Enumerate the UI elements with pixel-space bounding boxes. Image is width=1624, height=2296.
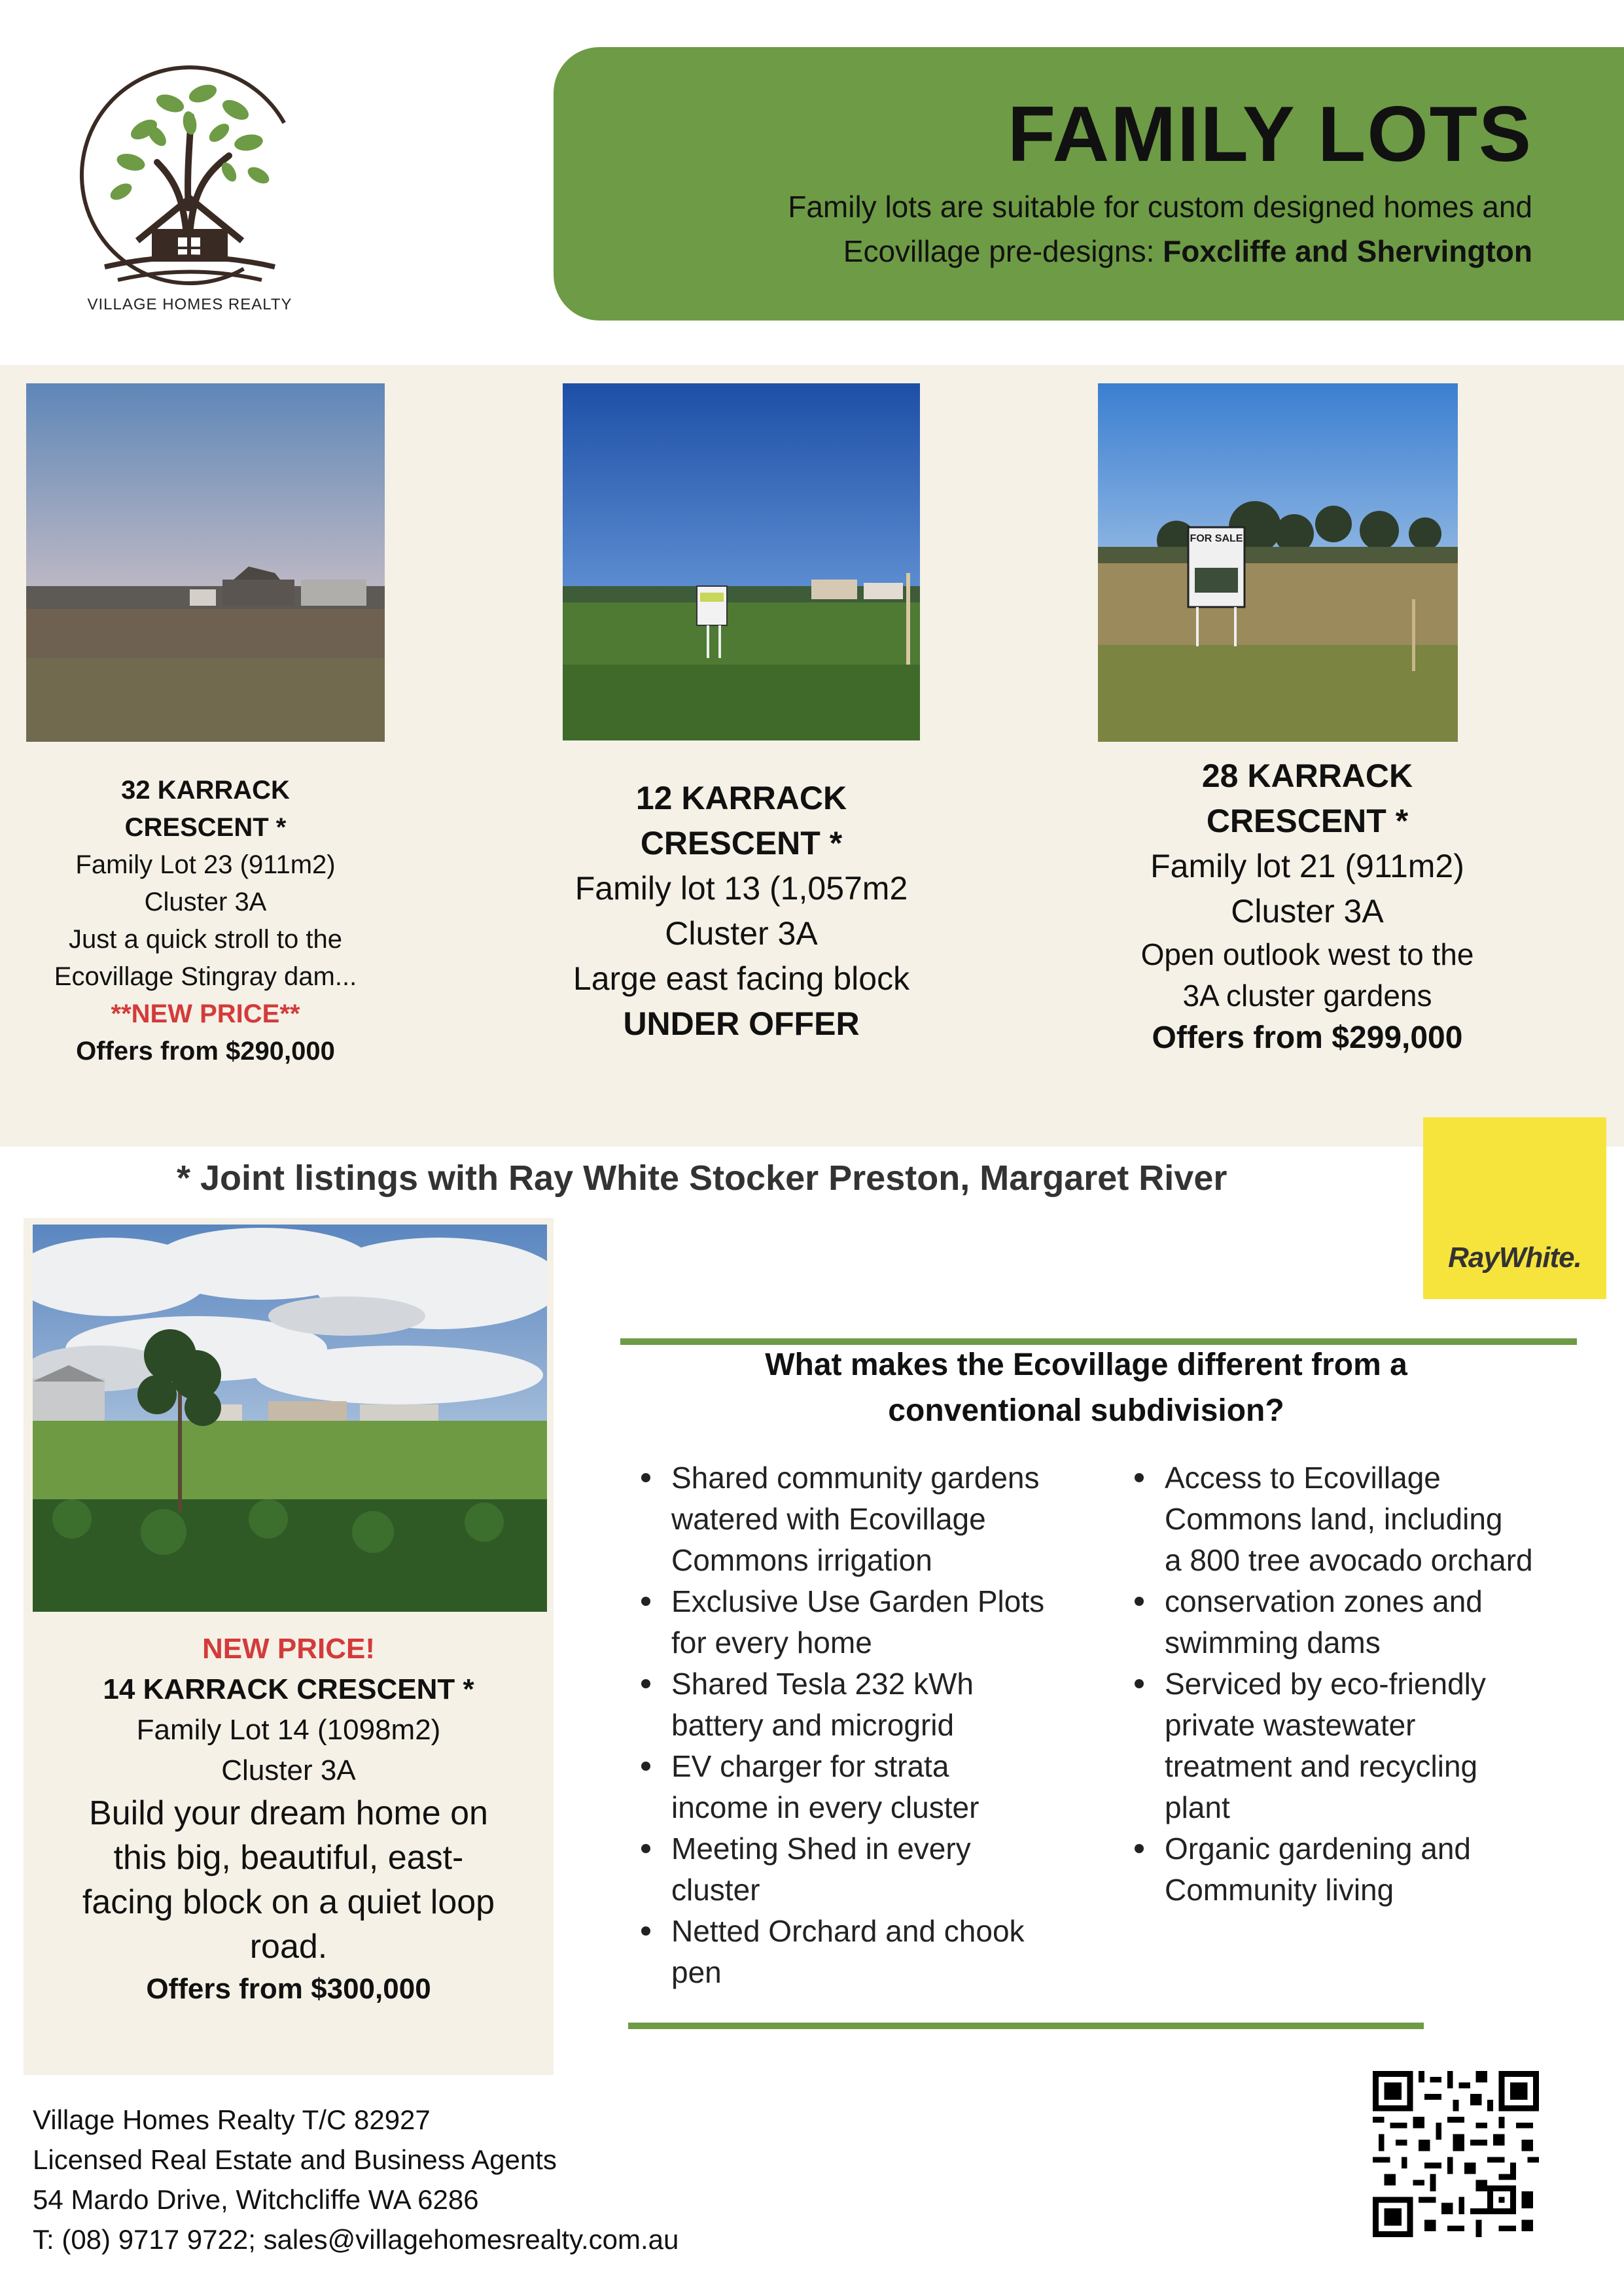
lot-32-title-line1: 32 KARRACK	[121, 776, 290, 805]
lot-14-new-price-badge: NEW PRICE!	[202, 1633, 375, 1665]
lot-28-title-line1: 28 KARRACK	[1201, 757, 1413, 794]
raywhite-logo	[1423, 1117, 1606, 1299]
lot-14-photo	[33, 1225, 547, 1612]
lot-14-desc-line2: this big, beautiful, east-	[113, 1839, 464, 1877]
lot-14-size: Family Lot 14 (1098m2)	[136, 1714, 441, 1746]
lot-12-desc-line1: Large east facing block	[573, 960, 910, 997]
lot-12-size: Family lot 13 (1,057m2	[574, 870, 908, 907]
eco-heading-line1: What makes the Ecovillage different from a	[765, 1348, 1407, 1382]
list-item: Exclusive Use Garden Plots for every home	[635, 1581, 1132, 1663]
lot-32-desc-line2: Ecovillage Stingray dam...	[54, 962, 357, 991]
lot-14-desc-line3: facing block on a quiet loop	[82, 1883, 495, 1921]
lot-12-status: UNDER OFFER	[623, 1005, 860, 1042]
list-item: Access to Ecovillage Commons land, including a 800 tree avocado orchard	[1128, 1457, 1612, 1581]
lot-32-size: Family Lot 23 (911m2)	[75, 850, 336, 879]
lot-28-photo	[1098, 383, 1458, 742]
subtitle-line-1: Family lots are suitable for custom designed homes and	[788, 190, 1532, 224]
agency-contact	[33, 2100, 679, 2259]
list-item: Shared Tesla 232 kWh battery and microgrid	[635, 1663, 1132, 1746]
list-item: EV charger for strata income in every cluster	[635, 1746, 1132, 1828]
lot-12-title-line1: 12 KARRACK	[635, 780, 847, 816]
lot-card-28	[1073, 754, 1542, 1060]
list-item: Organic gardening and Community living	[1128, 1828, 1612, 1911]
lot-28-title-line2: CRESCENT *	[1206, 803, 1409, 839]
eco-bottom-divider	[628, 2023, 1424, 2029]
lot-14-desc-line4: road.	[249, 1928, 328, 1966]
village-homes-logo	[72, 58, 308, 293]
eco-heading-line2: conventional subdivision?	[888, 1393, 1284, 1428]
lot-32-new-price-badge: **NEW PRICE**	[111, 1000, 300, 1028]
list-item: Meeting Shed in every cluster	[635, 1828, 1132, 1911]
lot-card-32	[26, 772, 385, 1070]
lot-28-desc-line2: 3A cluster gardens	[1182, 979, 1432, 1013]
lot-12-photo	[563, 383, 920, 740]
page-title: FAMILY LOTS	[1007, 90, 1532, 178]
lot-28-size: Family lot 21 (911m2)	[1150, 848, 1464, 884]
joint-listing-note: * Joint listings with Ray White Stocker Preston, Margaret River	[177, 1158, 1227, 1198]
lot-12-cluster: Cluster 3A	[665, 915, 818, 952]
lot-32-price: Offers from $290,000	[76, 1037, 335, 1066]
lot-32-desc-line1: Just a quick stroll to the	[69, 925, 342, 954]
footer-line1: Village Homes Realty T/C 82927	[33, 2104, 431, 2135]
lot-28-cluster: Cluster 3A	[1231, 893, 1384, 930]
logo-text: VILLAGE HOMES REALTY	[87, 296, 292, 313]
subtitle-bold: Foxcliffe and Shervington	[1163, 234, 1532, 268]
subtitle-plain: Ecovillage pre-designs:	[843, 234, 1163, 268]
raywhite-logo-text: RayWhite.	[1448, 1242, 1581, 1274]
list-item: Netted Orchard and chook pen	[635, 1911, 1132, 1993]
lot-28-desc-line1: Open outlook west to the	[1140, 937, 1474, 971]
for-sale-sign-text: FOR SALE	[1190, 533, 1243, 544]
eco-features-right	[1128, 1457, 1612, 1911]
lot-12-title-line2: CRESCENT *	[640, 825, 843, 861]
list-item: conservation zones and swimming dams	[1128, 1581, 1612, 1663]
lot-14-title: 14 KARRACK CRESCENT *	[103, 1673, 474, 1705]
list-item: Serviced by eco-friendly private wastewater treatment and recycling plant	[1128, 1663, 1612, 1828]
lot-32-photo	[26, 383, 385, 742]
page-subtitle	[551, 184, 1532, 273]
lot-28-price: Offers from $299,000	[1152, 1020, 1463, 1055]
lot-14-details	[24, 1629, 554, 2009]
lot-14-price: Offers from $300,000	[146, 1973, 431, 2005]
title-banner	[554, 47, 1624, 321]
footer-contact-line[interactable]: T: (08) 9717 9722; sales@villagehomesrealty.com.au	[33, 2224, 679, 2255]
lot-32-title-line2: CRESCENT *	[124, 813, 287, 842]
lot-14-desc-line1: Build your dream home on	[89, 1794, 488, 1832]
lot-32-cluster: Cluster 3A	[144, 888, 267, 916]
eco-features-left	[635, 1457, 1132, 1993]
footer-line2: Licensed Real Estate and Business Agents	[33, 2144, 557, 2175]
lot-14-cluster: Cluster 3A	[221, 1754, 356, 1786]
lot-card-12	[510, 776, 972, 1047]
qr-code[interactable]	[1373, 2071, 1539, 2237]
list-item: Shared community gardens watered with Ecovillage Commons irrigation	[635, 1457, 1132, 1581]
footer-line3: 54 Mardo Drive, Witchcliffe WA 6286	[33, 2184, 479, 2215]
subtitle-line-2	[551, 229, 1532, 273]
eco-heading	[661, 1342, 1511, 1434]
